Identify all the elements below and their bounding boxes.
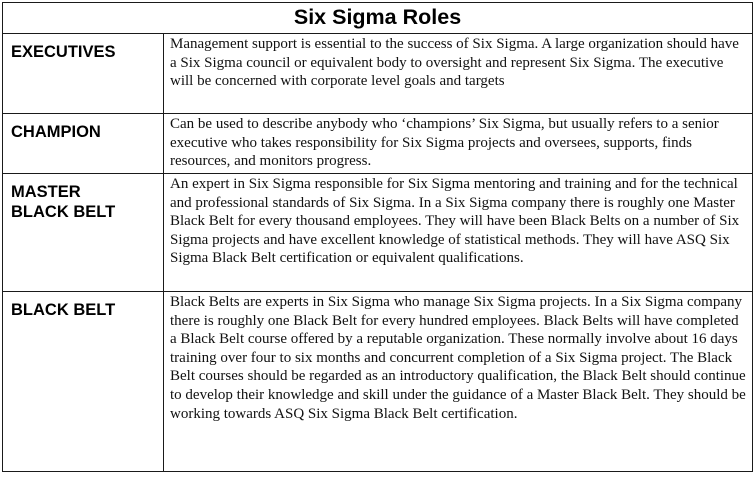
roles-table (2, 2, 753, 472)
role-name-executives: EXECUTIVES (3, 34, 164, 114)
role-description-master-black-belt: An expert in Six Sigma responsible for Six Sigma mentoring and training and for the technical and professional standards of Six Sigma. In a Six Sigma company there is roughly one Master Black Belt for every thousand employees. They will have been Black Belts on a number of Six Sigma projects and have excellent knowledge of statistical methods. They will have ASQ Six Sigma Black Belt certification or equivalent qualifications. (164, 174, 753, 292)
role-name-champion: CHAMPION (3, 114, 164, 174)
role-name-master-black-belt: MASTER BLACK BELT (3, 174, 164, 292)
role-description-black-belt: Black Belts are experts in Six Sigma who manage Six Sigma projects. In a Six Sigma company there is roughly one Black Belt for every hundred employees. Black Belts will have completed a Black Belt course offered by a reputable organization. These normally involve about 16 days training over four to six months and concurrent completion of a Six Sigma project. The Black Belt courses should be regarded as an introductory qualification, the Black Belt should continue to develop their knowledge and skill under the guidance of a Master Black Belt. They should be working towards ASQ Six Sigma Black Belt certification. (164, 292, 753, 472)
table-row (3, 174, 753, 292)
table-row (3, 34, 753, 114)
table-row (3, 292, 753, 472)
role-name-black-belt: BLACK BELT (3, 292, 164, 472)
title-row (3, 3, 753, 34)
six-sigma-roles-document (2, 2, 752, 484)
table-title: Six Sigma Roles (3, 3, 753, 34)
table-row (3, 114, 753, 174)
role-description-executives: Management support is essential to the success of Six Sigma. A large organization should have a Six Sigma council or equivalent body to oversight and represent Six Sigma. The executive will be concerned with corporate level goals and targets (164, 34, 753, 114)
role-description-champion: Can be used to describe anybody who ‘champions’ Six Sigma, but usually refers to a senior executive who takes responsibility for Six Sigma projects and oversees, supports, finds resources, and monitors progress. (164, 114, 753, 174)
